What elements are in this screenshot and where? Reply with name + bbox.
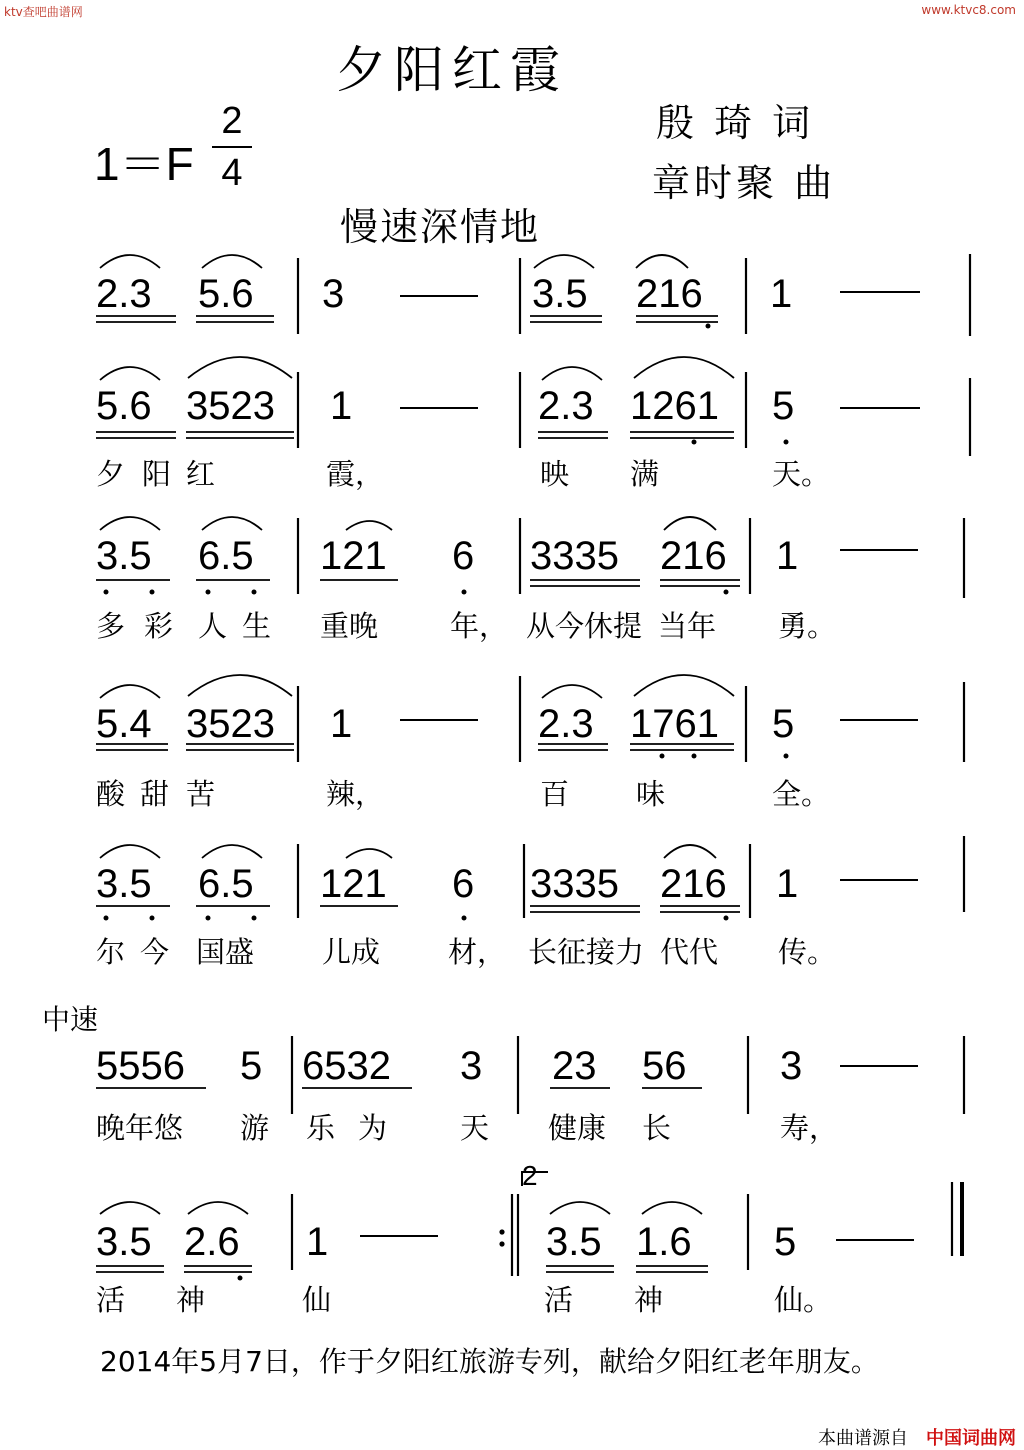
time-signature-top: 2: [221, 100, 243, 142]
note-group: 3523: [186, 384, 275, 428]
note-group: 5.4: [96, 702, 152, 746]
note-group: 6: [452, 534, 475, 578]
note-group: 1261: [630, 384, 719, 428]
lyric: 阳: [142, 457, 172, 491]
lyric: 从今休提: [526, 609, 643, 643]
note-group: 121: [320, 862, 387, 906]
note-group: 1: [330, 384, 353, 428]
lyric: 晚年悠: [96, 1111, 184, 1145]
lyric: 神: [176, 1283, 206, 1317]
octave-dots: [104, 324, 789, 1281]
lyric: 当年: [658, 609, 717, 643]
rhythm-underlines: [96, 316, 740, 1272]
lyric: 游: [240, 1111, 270, 1145]
key-signature: 1＝F: [94, 138, 194, 190]
note-group: 216: [660, 534, 727, 578]
lyric: 为: [358, 1111, 388, 1145]
note-group: 5: [774, 1220, 797, 1264]
note-group: 1.6: [636, 1220, 692, 1264]
note-group: 3.5: [96, 1220, 152, 1264]
note-group: 56: [642, 1044, 687, 1088]
lyric: 映: [540, 457, 570, 491]
lyric: 红: [186, 457, 216, 491]
note-group: 3.5: [96, 862, 152, 906]
note-group: 1: [770, 272, 793, 316]
note-group: 3335: [530, 534, 619, 578]
lyric: 长征接力: [528, 935, 645, 969]
source-site-link[interactable]: 中国词曲网: [926, 1428, 1016, 1449]
lyric: 全。: [772, 777, 831, 811]
note-group: 2.3: [538, 702, 594, 746]
lyric: 神: [634, 1283, 664, 1317]
lyricist-credit: 殷 琦 词: [656, 101, 815, 145]
lyric: 寿，: [780, 1111, 839, 1145]
note-group: 3335: [530, 862, 619, 906]
note-group: 3.5: [96, 534, 152, 578]
tempo-marking-medium: 中速: [42, 1003, 99, 1036]
repeat-dots: [499, 1229, 504, 1246]
lyric: 彩: [144, 609, 174, 643]
lyric: 活: [544, 1283, 574, 1317]
note-group: 3.5: [532, 272, 588, 316]
duration-dashes: [360, 292, 920, 1240]
tempo-marking-slow: 慢速深情地: [340, 205, 541, 249]
note-group: 121: [320, 534, 387, 578]
note-group: 5.6: [198, 272, 254, 316]
lyric: 健康: [548, 1111, 607, 1145]
watermark-right: www.ktvc8.com: [921, 3, 1016, 17]
lyric: 生: [242, 609, 272, 643]
note-group: 23: [552, 1044, 597, 1088]
note-group: 216: [660, 862, 727, 906]
lyric: 今: [140, 935, 170, 969]
note-group: 3: [322, 272, 345, 316]
note-group: 3: [780, 1044, 803, 1088]
note-group: 1: [306, 1220, 329, 1264]
lyric: 长: [642, 1111, 672, 1145]
note-group: 1: [776, 862, 799, 906]
lyric: 尔: [96, 935, 126, 969]
lyric: 苦: [186, 777, 216, 811]
note-group: 5: [240, 1044, 263, 1088]
note-group: 1761: [630, 702, 719, 746]
lyric: 仙: [302, 1283, 332, 1317]
lyric: 百: [540, 777, 570, 811]
note-group: 3: [460, 1044, 483, 1088]
note-group: 1: [330, 702, 353, 746]
note-group: 6.5: [198, 862, 254, 906]
lyric: 勇。: [778, 609, 837, 643]
lyric: 乐: [306, 1111, 336, 1145]
volta-bracket: [522, 1172, 548, 1186]
note-group: 3523: [186, 702, 275, 746]
lyric: 活: [96, 1283, 126, 1317]
lyric: 国盛: [196, 935, 255, 969]
lyric: 年，: [450, 609, 509, 643]
note-group: 5: [772, 702, 795, 746]
note-group: 2.6: [184, 1220, 240, 1264]
lyric: 满: [630, 457, 660, 491]
lyric: 材，: [448, 935, 507, 969]
slurs: [100, 255, 734, 1214]
note-group: 6532: [302, 1044, 391, 1088]
composition-note: 2014年5月7日，作于夕阳红旅游专列，献给夕阳红老年朋友。: [100, 1345, 879, 1378]
note-group: 2.3: [538, 384, 594, 428]
lyric: 酸: [96, 777, 126, 811]
note-group: 6: [452, 862, 475, 906]
lyric: 人: [198, 609, 228, 643]
watermark-left: ktv查吧曲谱网: [4, 5, 83, 19]
lyric: 重晚: [320, 609, 379, 643]
note-group: 1: [776, 534, 799, 578]
lyric: 仙。: [774, 1283, 833, 1317]
note-group: 3.5: [546, 1220, 602, 1264]
song-title: 夕阳红霞: [336, 41, 568, 99]
time-signature-bottom: 4: [221, 152, 243, 194]
lyric: 代代: [660, 935, 719, 969]
lyric: 天。: [772, 457, 831, 491]
composer-credit: 章时聚 曲: [652, 161, 837, 205]
note-group: 5: [772, 384, 795, 428]
lyric: 儿成: [322, 935, 381, 969]
note-group: 216: [636, 272, 703, 316]
lyric: 霞，: [326, 457, 385, 491]
note-group: 6.5: [198, 534, 254, 578]
lyric: 传。: [778, 935, 837, 969]
lyric: 甜: [140, 777, 170, 811]
lyric: 味: [636, 777, 666, 811]
lyric: 天: [460, 1111, 490, 1145]
note-group: 2.3: [96, 272, 152, 316]
note-group: 5.6: [96, 384, 152, 428]
lyric: 辣，: [326, 777, 385, 811]
source-label: 本曲谱源自: [818, 1428, 908, 1449]
lyric: 夕: [96, 457, 126, 491]
note-group: 5556: [96, 1044, 185, 1088]
volta-number: 2: [522, 1160, 538, 1191]
lyric: 多: [96, 609, 126, 643]
